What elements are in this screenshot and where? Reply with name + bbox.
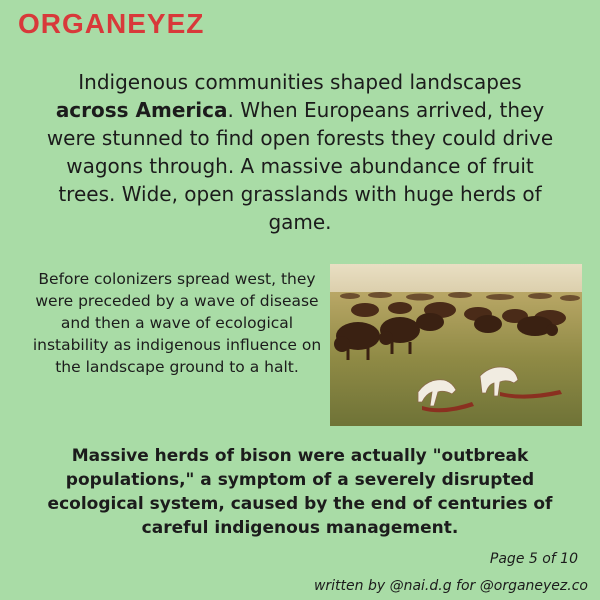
intro-bold-text: across America (55, 98, 228, 122)
page-indicator: Page 5 of 10 (489, 551, 578, 567)
intro-paragraph (40, 68, 560, 236)
intro-text-1: Indigenous communities shaped landscapes (78, 70, 522, 94)
bison-herd-painting (330, 264, 582, 426)
author-credit: written by @nai.d.g for @organeyez.co (313, 578, 588, 594)
side-paragraph: Before colonizers spread west, they were preceded by a wave of disease and then a wave of ecological instability as indigenous influence on the landscape ground to a halt. (32, 270, 322, 376)
conclusion-paragraph: Massive herds of bison were actually "outbreak populations," a symptom of a severely disrupted ecological system, caused by the end of centuries of careful indigenous management. (47, 446, 553, 538)
brand-logo: ORGANEYEZ (18, 8, 205, 39)
intro-text-2: . When Europeans arrived, they were stunned to find open forests they could drive wagons through. A massive abundance of fruit trees. Wide, open grasslands with huge herds of game. (46, 98, 554, 234)
